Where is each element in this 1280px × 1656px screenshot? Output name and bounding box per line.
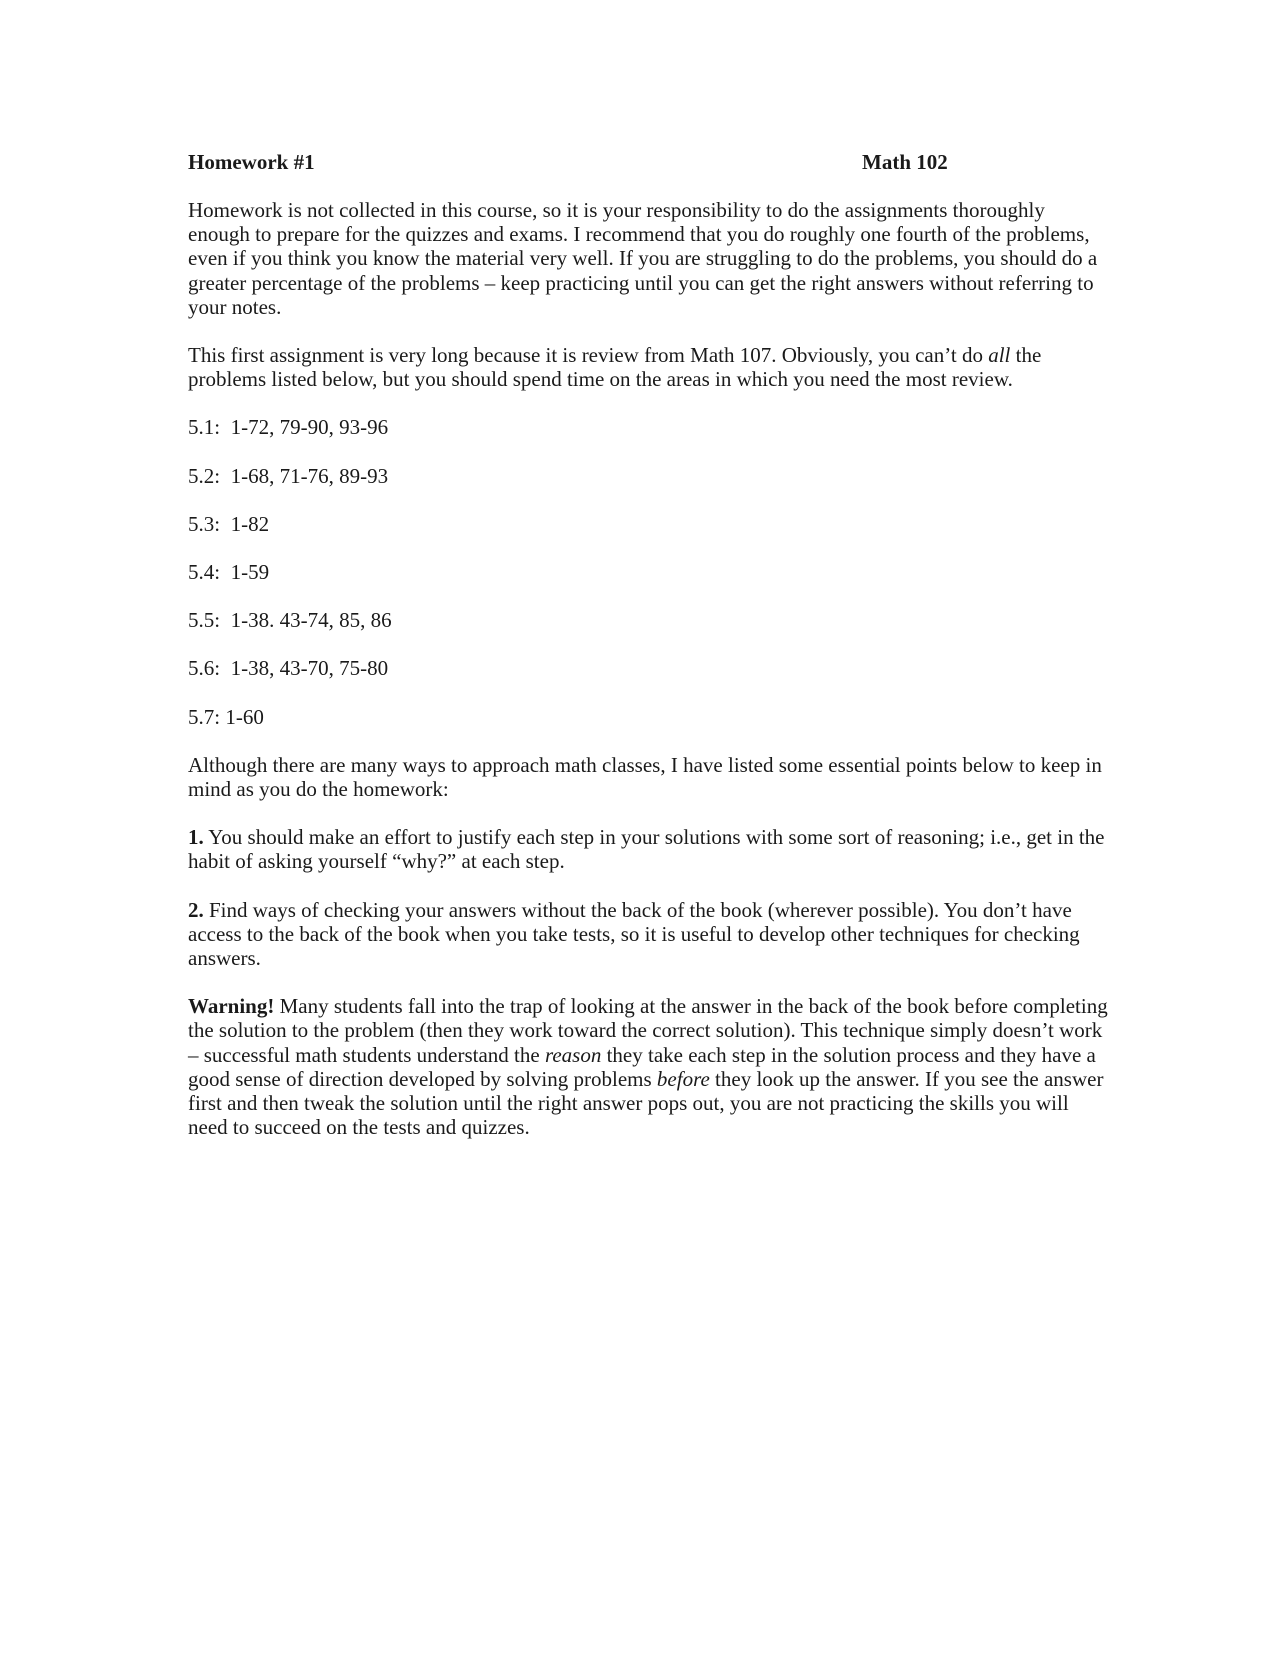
section-label: 5.5: — [188, 608, 221, 633]
section-item — [188, 464, 1108, 488]
warning-text-3: they look up the answer. If you see the answer first and then tweak the solution until the right answer pops out, you are not practicing the skills you will need to succeed on the tests and quizzes. — [188, 1066, 1104, 1140]
section-item — [188, 656, 1108, 680]
course-name: Math 102 — [862, 150, 948, 174]
assignment-note-paragraph — [188, 343, 1108, 391]
section-item — [188, 560, 1108, 584]
point-text: Find ways of checking your answers without the back of the book (wherever possible). You don’t have access to the back of the book when you take tests, so it is useful to develop other techniques for checking answers. — [188, 897, 1080, 971]
warning-emphasis-reason: reason — [544, 1042, 602, 1067]
document-header — [188, 150, 1108, 174]
section-item — [188, 705, 1108, 729]
section-label: 5.4: — [188, 560, 221, 585]
section-item — [188, 415, 1108, 439]
warning-label: Warning! — [188, 994, 275, 1019]
section-problems: 1-82 — [230, 511, 270, 536]
intro-paragraph: Homework is not collected in this course, so it is your responsibility to do the assignments thoroughly enough to prepare for the quizzes and exams. I recommend that you do roughly one fourth of the problems, even if you think you know the material very well. If you are struggling to do the problems, you should do a greater percentage of the problems – keep practicing until you can get the right answers without referring to your notes. — [188, 198, 1098, 319]
section-problems: 1-38, 43-70, 75-80 — [230, 656, 389, 681]
point-item-2 — [188, 898, 1108, 971]
section-problems: 1-60 — [225, 704, 264, 729]
point-number: 2. — [188, 897, 204, 922]
point-item-1 — [188, 825, 1108, 873]
section-label: 5.2: — [188, 463, 221, 488]
document-page — [188, 150, 1108, 1163]
warning-text-2: they take each step in the solution process and they have a good sense of direction developed by solving problems — [188, 1042, 1096, 1091]
warning-paragraph — [188, 994, 1108, 1139]
warning-text-1: Many students fall into the trap of looking at the answer in the back of the book before completing the solution to the problem (then they work toward the correct solution). This technique simply doesn’t work – successful math students understand the — [188, 994, 1108, 1067]
section-problems: 1-72, 79-90, 93-96 — [230, 415, 389, 440]
assignment-note-text-1: This first assignment is very long because it is review from Math 107. Obviously, you can’t do — [188, 343, 989, 368]
section-problems: 1-59 — [230, 560, 270, 585]
assignment-note-text-2: the problems listed below, but you should spend time on the areas in which you need the most review. — [188, 343, 1042, 392]
point-number: 1. — [188, 825, 204, 850]
points-intro-paragraph: Although there are many ways to approach math classes, I have listed some essential points below to keep in mind as you do the homework: — [188, 752, 1102, 802]
section-label: 5.1: — [188, 415, 221, 440]
section-label: 5.3: — [188, 511, 221, 536]
section-label: 5.7: — [188, 704, 221, 729]
warning-emphasis-before: before — [656, 1066, 710, 1091]
homework-title: Homework #1 — [188, 150, 315, 174]
section-problems: 1-38. 43-74, 85, 86 — [230, 608, 392, 633]
point-text: You should make an effort to justify each step in your solutions with some sort of reasoning; i.e., get in the habit of asking yourself “why?” at each step. — [188, 825, 1105, 874]
section-problem-list — [188, 415, 1108, 728]
section-item — [188, 512, 1108, 536]
section-problems: 1-68, 71-76, 89-93 — [230, 463, 389, 488]
section-label: 5.6: — [188, 656, 221, 681]
assignment-note-emphasis: all — [988, 343, 1011, 368]
section-item — [188, 608, 1108, 632]
